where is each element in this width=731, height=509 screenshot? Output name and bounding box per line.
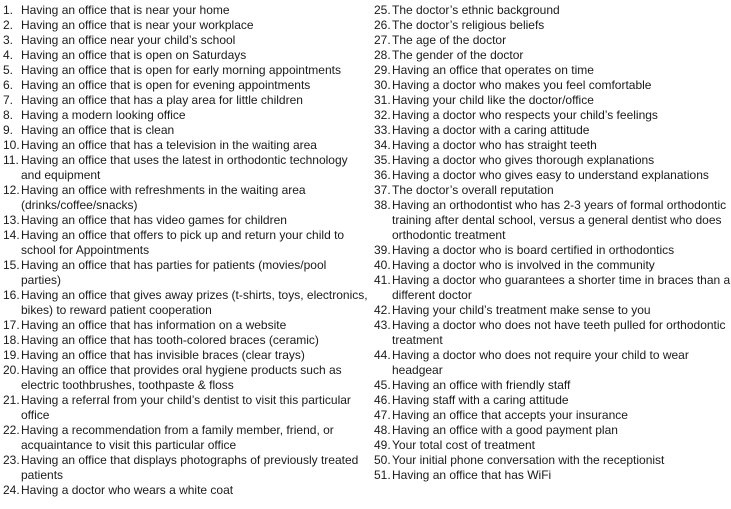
list-item-text: Having a doctor who respects your child’s feelings	[392, 108, 658, 122]
list-item-number: 38.	[374, 198, 391, 212]
list-item-number: 42.	[374, 303, 391, 317]
list-item	[3, 288, 368, 318]
list-item	[374, 93, 731, 108]
list-item-number: 23.	[3, 453, 20, 467]
list-item	[3, 123, 368, 138]
list-item-text: Having an office that has a television in the waiting area	[21, 138, 317, 152]
list-item-text: Having an office that has tooth-colored braces (ceramic)	[21, 333, 319, 347]
list-item-number: 46.	[374, 393, 391, 407]
list-item-number: 10.	[3, 138, 20, 152]
list-item	[374, 153, 731, 168]
list-item	[374, 168, 731, 183]
list-item-text: Having a doctor who does not require your child to wear headgear	[392, 348, 689, 377]
list-item-text: Your initial phone conversation with the receptionist	[392, 453, 665, 467]
list-item-number: 34.	[374, 138, 391, 152]
list-item-text: Having an office with a good payment plan	[392, 423, 618, 437]
list-item-number: 6.	[3, 78, 14, 92]
list-item	[374, 423, 731, 438]
list-item-number: 7.	[3, 93, 14, 107]
list-item	[374, 438, 731, 453]
list-item	[3, 63, 368, 78]
list-item-number: 29.	[374, 63, 391, 77]
list-item-text: Having an office that offers to pick up and return your child to school for Appointments	[21, 228, 345, 257]
list-column-left	[0, 3, 374, 509]
list-item	[3, 153, 368, 183]
list-item-number: 51.	[374, 468, 391, 482]
list-item	[3, 483, 368, 498]
list-item	[3, 138, 368, 153]
list-item-number: 14.	[3, 228, 20, 242]
list-item-number: 3.	[3, 33, 14, 47]
list-item-number: 31.	[374, 93, 391, 107]
list-item-text: Having an office that displays photographs of previously treated patients	[21, 453, 359, 482]
list-item-number: 35.	[374, 153, 391, 167]
list-item-text: Having your child’s treatment make sense to you	[392, 303, 651, 317]
list-item-text: Having staff with a caring attitude	[392, 393, 569, 407]
list-item	[374, 138, 731, 153]
list-item-number: 41.	[374, 273, 391, 287]
list-item	[374, 18, 731, 33]
list-item	[374, 198, 731, 243]
list-item-number: 12.	[3, 183, 20, 197]
list-item-number: 24.	[3, 483, 20, 497]
list-item-text: Having a doctor who gives thorough explanations	[392, 153, 655, 167]
list-item	[374, 378, 731, 393]
list-item-number: 33.	[374, 123, 391, 137]
list-item-number: 44.	[374, 348, 391, 362]
list-item-text: Having an office with friendly staff	[392, 378, 571, 392]
list-item	[3, 453, 368, 483]
list-item-text: Having a doctor who wears a white coat	[21, 483, 234, 497]
list-item	[374, 78, 731, 93]
list-item	[3, 93, 368, 108]
list-item-text: Having an office that is clean	[21, 123, 175, 137]
list-item	[374, 123, 731, 138]
list-item-number: 37.	[374, 183, 391, 197]
list-item-number: 22.	[3, 423, 20, 437]
list-item	[3, 108, 368, 123]
list-item-text: Having an office that provides oral hygiene products such as electric toothbrushes, toothpaste & floss	[21, 363, 342, 392]
list-item-text: Having a doctor who is involved in the community	[392, 258, 655, 272]
list-item	[374, 3, 731, 18]
list-item	[374, 243, 731, 258]
list-item	[3, 213, 368, 228]
list-item-text: The gender of the doctor	[392, 48, 524, 62]
list-item-text: Having an office that has parties for patients (movies/pool parties)	[21, 258, 327, 287]
list-item-number: 20.	[3, 363, 20, 377]
list-item-number: 4.	[3, 48, 14, 62]
list-item-text: Having a referral from your child’s dentist to visit this particular office	[21, 393, 351, 422]
list-item	[3, 48, 368, 63]
list-item-number: 49.	[374, 438, 391, 452]
list-item-text: Your total cost of treatment	[392, 438, 535, 452]
list-item-text: Having an office that operates on time	[392, 63, 594, 77]
list-item-text: Having an office that has information on a website	[21, 318, 287, 332]
list-item-number: 28.	[374, 48, 391, 62]
list-item	[374, 258, 731, 273]
list-item-text: Having an office that is open for evening appointments	[21, 78, 311, 92]
list-item-text: Having a doctor who gives easy to understand explanations	[392, 168, 709, 182]
list-item	[3, 18, 368, 33]
list-item-text: Having a doctor who makes you feel comfortable	[392, 78, 652, 92]
list-item-text: Having a doctor who does not have teeth pulled for orthodontic treatment	[392, 318, 726, 347]
list-item-text: The doctor’s ethnic background	[392, 3, 560, 17]
list-item	[3, 333, 368, 348]
list-item-number: 43.	[374, 318, 391, 332]
list-item	[374, 348, 731, 378]
list-item-text: The doctor’s religious beliefs	[392, 18, 545, 32]
list-item-number: 50.	[374, 453, 391, 467]
list-item-number: 1.	[3, 3, 14, 17]
list-item-number: 39.	[374, 243, 391, 257]
list-item	[374, 453, 731, 468]
list-item	[374, 108, 731, 123]
list-item	[3, 183, 368, 213]
list-item	[3, 3, 368, 18]
list-item-number: 47.	[374, 408, 391, 422]
list-item	[374, 33, 731, 48]
list-item-number: 11.	[3, 153, 19, 167]
list-item	[374, 393, 731, 408]
list-item	[374, 468, 731, 483]
list-item-number: 26.	[374, 18, 391, 32]
list-item	[374, 273, 731, 303]
list-item-number: 15.	[3, 258, 20, 272]
list-item-number: 16.	[3, 288, 20, 302]
list-item	[3, 318, 368, 333]
list-item-number: 13.	[3, 213, 20, 227]
list-item-number: 32.	[374, 108, 391, 122]
list-item	[374, 318, 731, 348]
list-item-text: Having an office that is open for early morning appointments	[21, 63, 341, 77]
list-item-text: Having an orthodontist who has 2-3 years of formal orthodontic training after dental school, versus a general dentist who does orthodontic treatment	[392, 198, 727, 242]
list-item	[374, 183, 731, 198]
list-item	[374, 48, 731, 63]
list-item-number: 8.	[3, 108, 14, 122]
list-item-text: The doctor’s overall reputation	[392, 183, 554, 197]
list-item-text: Having an office that accepts your insurance	[392, 408, 628, 422]
list-item-number: 48.	[374, 423, 391, 437]
list-item-number: 5.	[3, 63, 14, 77]
list-item	[3, 348, 368, 363]
list-item-number: 19.	[3, 348, 20, 362]
list-item-text: Having an office that gives away prizes (t-shirts, toys, electronics, bikes) to reward patient cooperation	[21, 288, 368, 317]
list-item	[3, 228, 368, 258]
list-item-text: Having a doctor who is board certified in orthodontics	[392, 243, 675, 257]
list-item-text: Having an office that uses the latest in orthodontic technology and equipment	[21, 153, 348, 182]
list-item-number: 17.	[3, 318, 20, 332]
list-item-text: Having an office that is near your home	[21, 3, 230, 17]
list-item-number: 18.	[3, 333, 20, 347]
list-item	[374, 303, 731, 318]
list-item	[3, 78, 368, 93]
list-item	[3, 33, 368, 48]
list-item	[374, 63, 731, 78]
list-item-text: Having an office with refreshments in the waiting area (drinks/coffee/snacks)	[21, 183, 306, 212]
list-item-text: Having an office that is near your workplace	[21, 18, 254, 32]
list-item-text: Having a doctor who has straight teeth	[392, 138, 597, 152]
list-item-number: 30.	[374, 78, 391, 92]
list-item-number: 25.	[374, 3, 391, 17]
list-item	[3, 258, 368, 288]
list-item-number: 9.	[3, 123, 14, 137]
list-column-right	[374, 3, 731, 509]
list-item-text: Having an office near your child’s school	[21, 33, 236, 47]
list-item-text: Having an office that has invisible braces (clear trays)	[21, 348, 305, 362]
list-item-number: 21.	[3, 393, 20, 407]
list-item-number: 36.	[374, 168, 391, 182]
list-item-text: The age of the doctor	[392, 33, 507, 47]
list-item-number: 27.	[374, 33, 391, 47]
list-item-text: Having your child like the doctor/office	[392, 93, 594, 107]
list-item	[3, 393, 368, 423]
list-item-text: Having a doctor with a caring attitude	[392, 123, 590, 137]
list-item-number: 40.	[374, 258, 391, 272]
list-item-text: Having a doctor who guarantees a shorter time in braces than a different doctor	[392, 273, 731, 302]
list-item-text: Having an office that has a play area for little children	[21, 93, 303, 107]
list-item-number: 2.	[3, 18, 14, 32]
list-item-text: Having an office that has WiFi	[392, 468, 552, 482]
list-item	[3, 363, 368, 393]
list-item-text: Having an office that is open on Saturdays	[21, 48, 247, 62]
list-item	[374, 408, 731, 423]
list-item-text: Having a recommendation from a family member, friend, or acquaintance to visit this particular office	[21, 423, 334, 452]
list-item-text: Having a modern looking office	[21, 108, 186, 122]
list-item	[3, 423, 368, 453]
list-item-text: Having an office that has video games for children	[21, 213, 287, 227]
list-item-number: 45.	[374, 378, 391, 392]
